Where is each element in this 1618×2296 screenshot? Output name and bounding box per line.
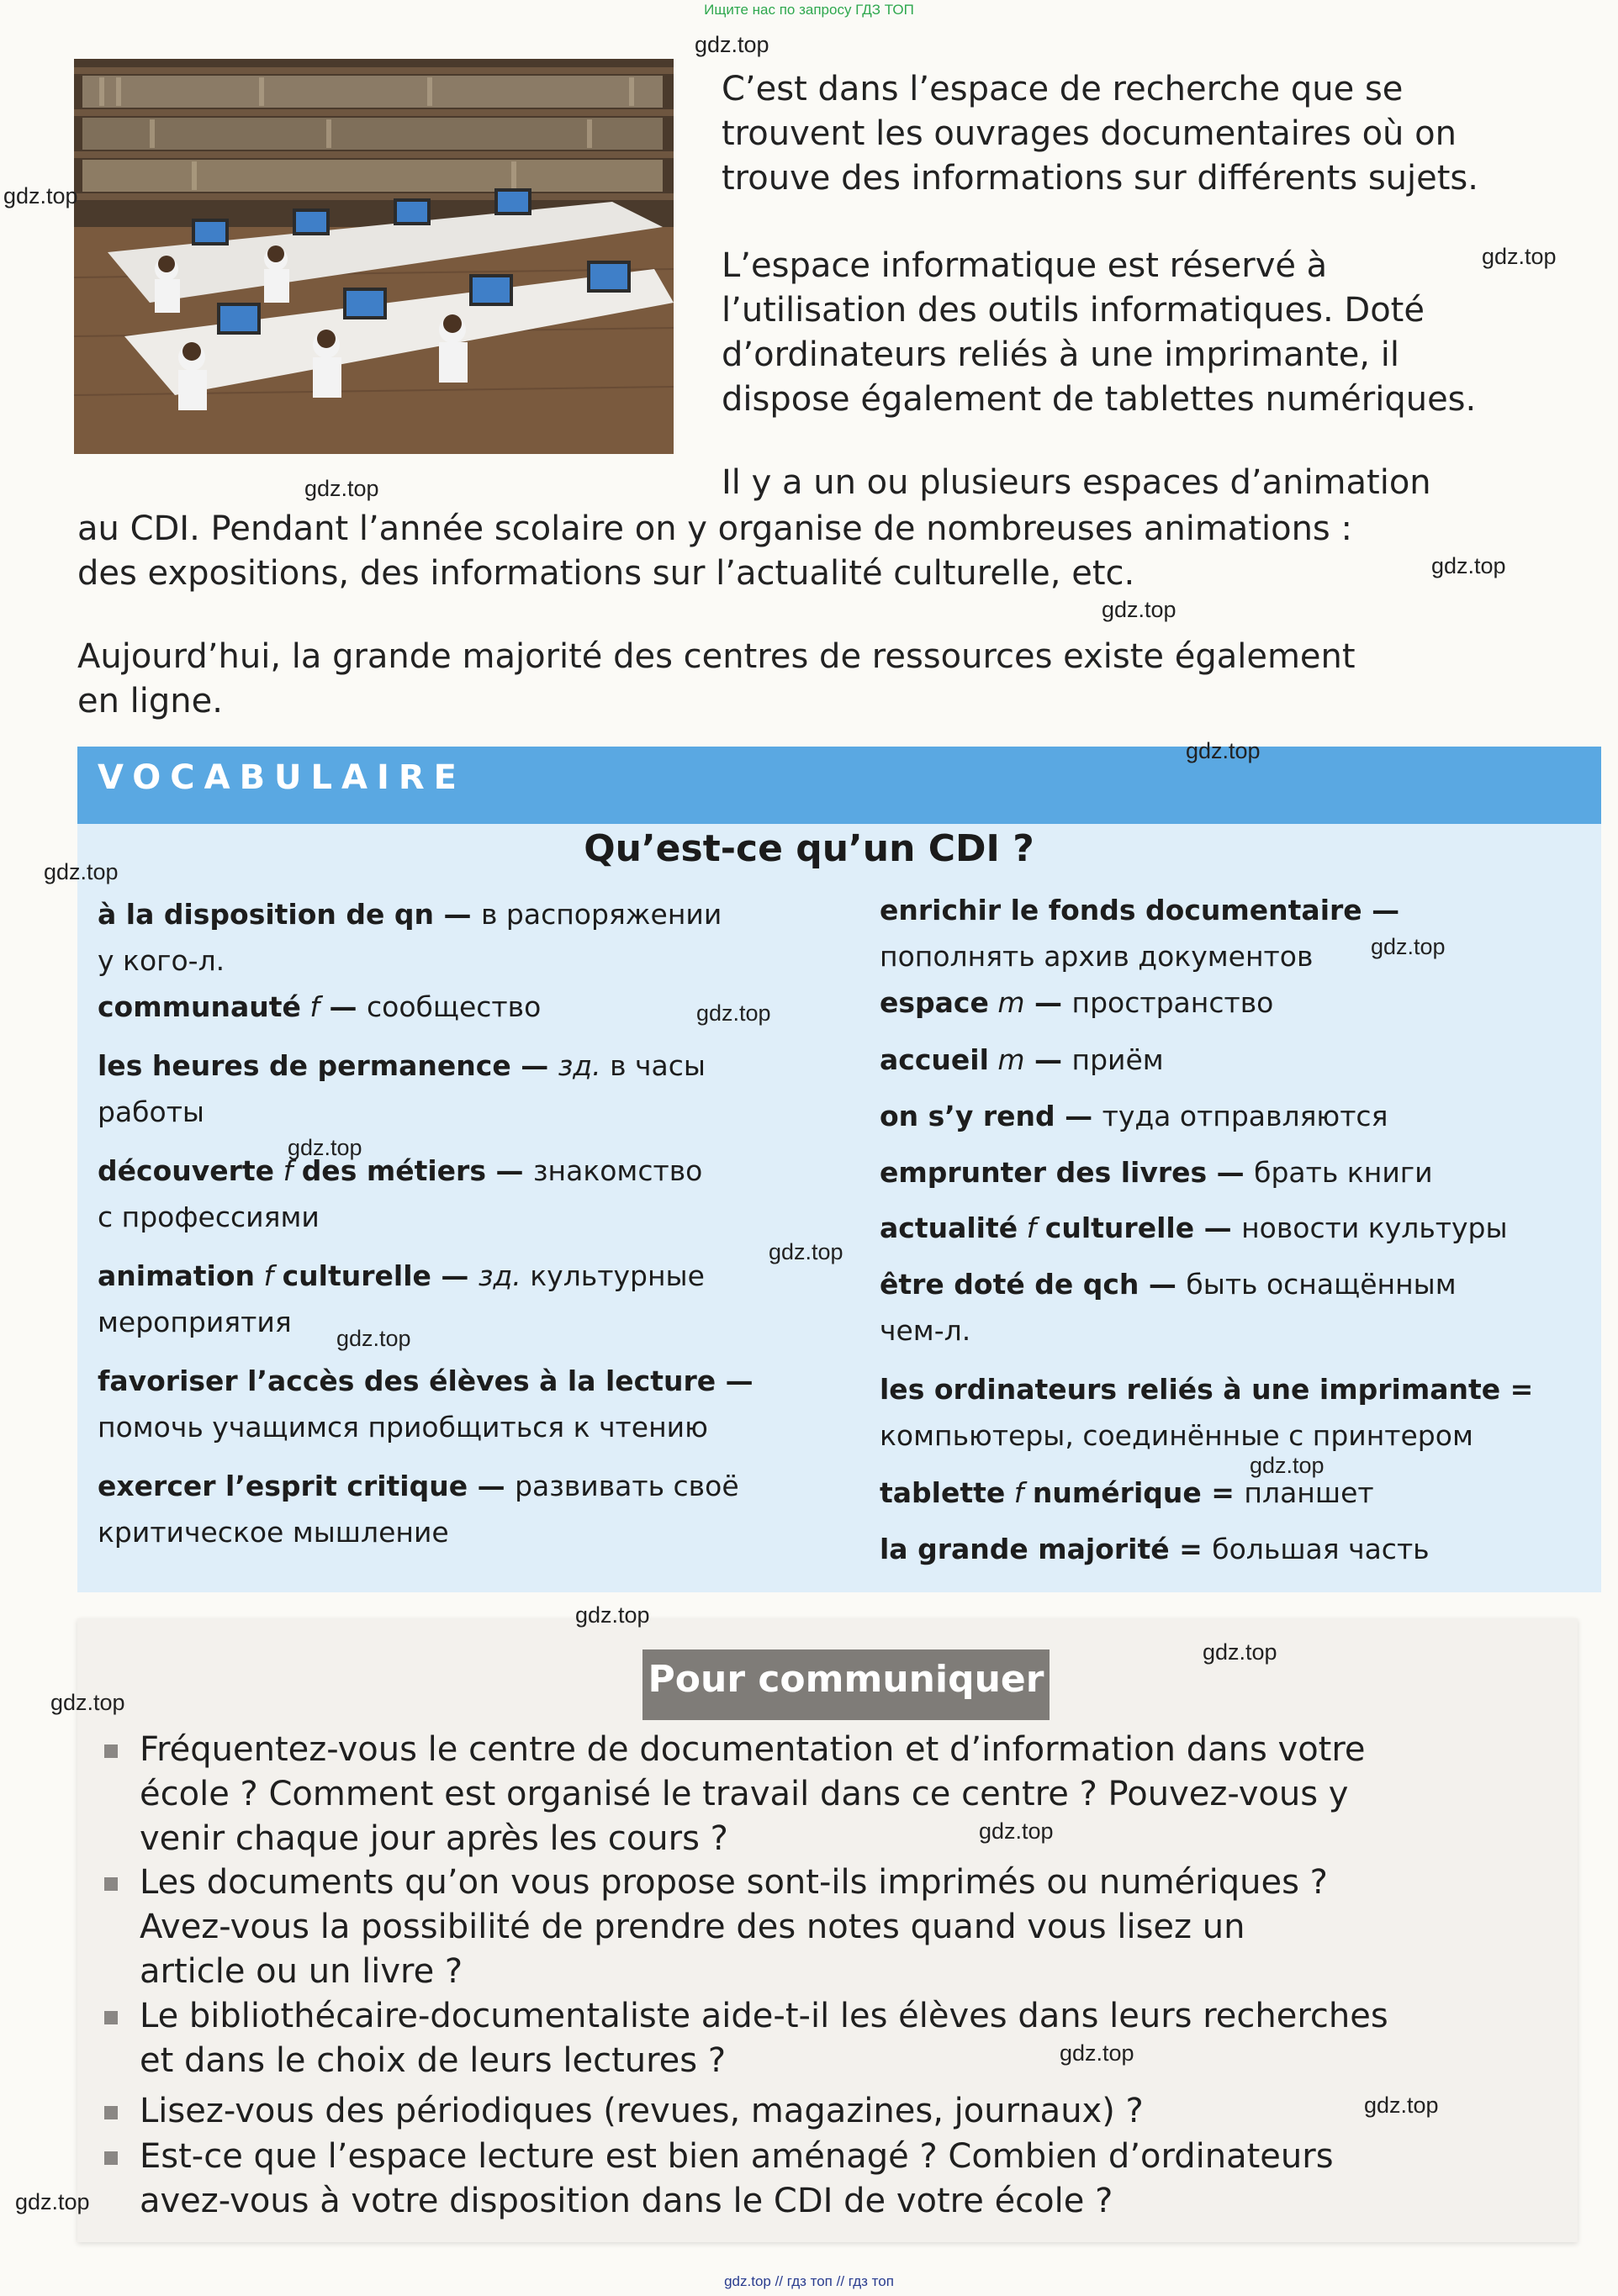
watermark: gdz.top [1102,597,1176,622]
text-line: L’espace informatique est réservé à [722,246,1328,285]
vocab-separator: — [1024,986,1072,1019]
watermark: gdz.top [575,1602,650,1628]
question-line: Lisez-vous des périodiques (revues, magazines, journaux) ? [140,2092,1144,2130]
vocabulary-heading: VOCABULAIRE [98,758,466,797]
vocab-translation: туда отправляются [1102,1100,1388,1132]
animation-paragraph [77,507,1352,596]
vocab-gender: f [1013,1476,1024,1509]
vocab-gender: m [997,986,1025,1019]
question-line: Les documents qu’on vous propose sont-ils imprimés ou numériques ? [140,1863,1328,1902]
vocab-term: enrichir le fonds documentaire [880,894,1362,926]
question-line: et dans le choix de leurs lectures ? [140,2041,727,2080]
vocab-entry-line [98,1042,706,1089]
vocab-entry [880,1526,1430,1572]
vocab-entry-line [880,1149,1433,1196]
vocab-translation-line: работы [98,1095,204,1128]
vocab-entry-line [880,1261,1457,1307]
vocab-entry [98,1358,753,1450]
watermark: gdz.top [979,1818,1054,1844]
watermark: gdz.top [1203,1639,1277,1665]
vocab-term: la grande majorité [880,1533,1170,1565]
vocab-separator: — [510,1049,558,1082]
vocab-term: emprunter des livres [880,1156,1208,1189]
watermark: gdz.top [288,1135,362,1160]
vocab-term: culturelle [1044,1211,1195,1244]
text-line: l’utilisation des outils informatiques. Doté [722,291,1425,330]
vocab-separator: = [1201,1476,1245,1509]
bullet-square-icon [104,2151,118,2165]
vocab-translation: культурные [530,1259,705,1292]
vocab-entry-line [880,1205,1508,1251]
intro-paragraph-research [722,67,1478,201]
bullet-square-icon [104,1877,118,1891]
watermark: gdz.top [304,476,379,501]
vocab-translation: сообщество [367,990,542,1023]
vocab-term: actualité [880,1211,1018,1244]
question-line: Avez-vous la possibilité de prendre des notes quand vous lisez un [140,1908,1245,1946]
vocab-note: зд. [558,1049,601,1082]
vocab-entry-line [880,887,1399,933]
vocab-entry-line [98,1463,739,1509]
vocab-entry-line [880,1037,1164,1083]
question-text [140,1994,1388,2083]
vocab-entry [98,984,541,1030]
vocab-translation: пространство [1071,986,1274,1019]
vocab-gender: f [283,1154,293,1187]
question-line: venir chaque jour après les cours ? [140,1819,728,1858]
vocab-gender: f [309,990,320,1023]
question-line: Fréquentez-vous le centre de documentation et d’information dans votre [140,1730,1366,1769]
text-line: au CDI. Pendant l’année scolaire on y organise de nombreuses animations : [77,509,1352,548]
vocab-separator: — [716,1364,753,1397]
vocab-gender: f [263,1259,274,1292]
vocab-term: animation [98,1259,255,1292]
watermark: gdz.top [1364,2093,1439,2118]
vocab-entry [880,1205,1508,1251]
vocab-entry-line [880,1526,1430,1572]
vocab-separator: — [1139,1268,1187,1301]
vocab-entry-line [98,1358,753,1404]
bottom-note: gdz.top // гдз топ // гдз топ [724,2273,894,2289]
vocab-translation: в распоряжении [480,898,722,931]
vocab-translation: развивать своё [515,1470,739,1502]
vocab-translation: новости культуры [1241,1211,1508,1244]
watermark: gdz.top [50,1690,125,1715]
vocab-translation: планшет [1244,1476,1374,1509]
vocab-separator: — [1024,1043,1072,1076]
vocab-term: être doté de qch [880,1268,1139,1301]
vocab-translation-line: помочь учащимся приобщиться к чтению [98,1411,708,1444]
animation-paragraph-first-line [722,461,1431,505]
watermark: gdz.top [15,2189,90,2214]
top-search-note: Ищите нас по запросу ГДЗ ТОП [704,2,914,18]
vocab-gender: m [997,1043,1025,1076]
vocab-entry-line [98,984,541,1030]
vocab-entry-line [880,1093,1388,1139]
watermark: gdz.top [1250,1453,1325,1478]
question-line: avez-vous à votre disposition dans le CDI de votre école ? [140,2182,1113,2220]
question-text [140,2135,1334,2224]
text-line: des expositions, des informations sur l’actualité culturelle, etc. [77,554,1135,593]
vocab-term: espace [880,986,989,1019]
text-line: C’est dans l’espace de recherche que se [722,70,1404,108]
text-line: Il y a un ou plusieurs espaces d’animation [722,463,1431,502]
text-line: en ligne. [77,682,223,720]
question-text [140,2089,1144,2134]
vocabulary-subtitle: Qu’est-ce qu’un CDI ? [584,827,1034,870]
question-line: Est-ce que l’espace lecture est bien aménagé ? Combien d’ordinateurs [140,2137,1334,2176]
watermark: gdz.top [769,1239,843,1264]
vocab-entry-line [98,1253,705,1299]
watermark: gdz.top [696,1000,771,1026]
vocab-entry [98,1463,739,1555]
vocab-separator: — [1207,1156,1255,1189]
vocab-term: numérique [1032,1476,1202,1509]
vocab-separator: = [1169,1533,1213,1565]
watermark: gdz.top [1060,2040,1134,2066]
text-line: trouve des informations sur différents sujets. [722,159,1478,198]
vocab-term: culturelle [282,1259,431,1292]
vocab-term: accueil [880,1043,989,1076]
vocab-entry [880,1093,1388,1139]
watermark: gdz.top [44,859,119,884]
text-line: dispose également de tablettes numériques. [722,380,1477,419]
vocab-entry [98,891,722,984]
vocab-term: à la disposition de qn [98,898,434,931]
vocab-entry [98,1042,706,1135]
vocab-translation: быть оснащённым [1186,1268,1457,1301]
vocab-term: des métiers [301,1154,486,1187]
vocab-translation-line: компьютеры, соединённые с принтером [880,1419,1473,1452]
watermark: gdz.top [695,32,769,57]
question-text [140,1728,1366,1861]
vocab-term: on s’y rend [880,1100,1055,1132]
vocab-entry-line [880,979,1273,1026]
question-line: article ou un livre ? [140,1952,463,1991]
vocab-term: tablette [880,1476,1006,1509]
vocab-translation-line: мероприятия [98,1306,292,1338]
vocab-translation-line: с профессиями [98,1201,320,1233]
vocab-translation: приём [1071,1043,1164,1076]
vocab-separator: — [431,1259,479,1292]
vocab-entry [880,1149,1433,1196]
intro-paragraph-computing [722,244,1476,422]
vocab-separator: — [468,1470,516,1502]
vocab-separator: — [1055,1100,1102,1132]
vocab-term: découverte [98,1154,275,1187]
watermark: gdz.top [336,1326,411,1351]
question-line: école ? Comment est organisé le travail dans ce centre ? Pouvez-vous y [140,1775,1349,1813]
bullet-square-icon [104,2106,118,2119]
watermark: gdz.top [1431,553,1506,578]
vocab-translation: в часы [610,1049,706,1082]
vocab-gender: f [1026,1211,1037,1244]
vocab-term: exercer l’esprit critique [98,1470,468,1502]
vocab-entry [880,1366,1533,1459]
vocab-separator: — [1194,1211,1242,1244]
vocab-entry [880,1261,1457,1354]
bullet-square-icon [104,1744,118,1758]
vocab-separator: — [320,990,367,1023]
text-line: trouvent les ouvrages documentaires où on [722,114,1457,153]
vocab-translation-line: у кого-л. [98,944,225,977]
vocab-separator: — [1362,894,1400,926]
question-text [140,1861,1328,1994]
library-photo-illustration [74,59,674,454]
vocab-entry [880,1037,1164,1083]
vocab-entry [880,887,1399,979]
vocab-translation-line: пополнять архив документов [880,940,1314,973]
vocab-separator: — [434,898,481,931]
question-line: Le bibliothécaire-documentaliste aide-t-il les élèves dans leurs recherches [140,1997,1388,2035]
vocab-entry-line [880,1366,1533,1412]
vocab-term: favoriser l’accès des élèves à la lecture [98,1364,716,1397]
vocab-translation: большая часть [1212,1533,1430,1565]
watermark: gdz.top [3,183,78,208]
vocab-translation: знакомство [532,1154,703,1187]
vocab-translation: брать книги [1254,1156,1433,1189]
bullet-square-icon [104,2011,118,2024]
vocab-translation-line: чем-л. [880,1314,971,1347]
vocab-entry-line [98,891,722,937]
vocab-translation-line: критическое мышление [98,1516,449,1549]
vocab-note: зд. [478,1259,521,1292]
vocab-separator: = [1500,1373,1534,1406]
watermark: gdz.top [1371,934,1446,959]
vocab-separator: — [485,1154,533,1187]
vocab-term: les ordinateurs reliés à une imprimante [880,1373,1501,1406]
library-photo [74,59,674,454]
vocab-entry-line [98,1148,702,1194]
online-paragraph [77,635,1356,724]
vocab-entry [98,1148,702,1240]
vocab-term: communauté [98,990,301,1023]
communicate-title: Pour communiquer [648,1658,1044,1701]
watermark: gdz.top [1186,738,1261,763]
text-line: d’ordinateurs reliés à une imprimante, il [722,335,1399,374]
vocab-entry [880,979,1273,1026]
watermark: gdz.top [1482,244,1557,269]
vocab-term: les heures de permanence [98,1049,511,1082]
text-line: Aujourd’hui, la grande majorité des centres de ressources existe également [77,637,1356,676]
